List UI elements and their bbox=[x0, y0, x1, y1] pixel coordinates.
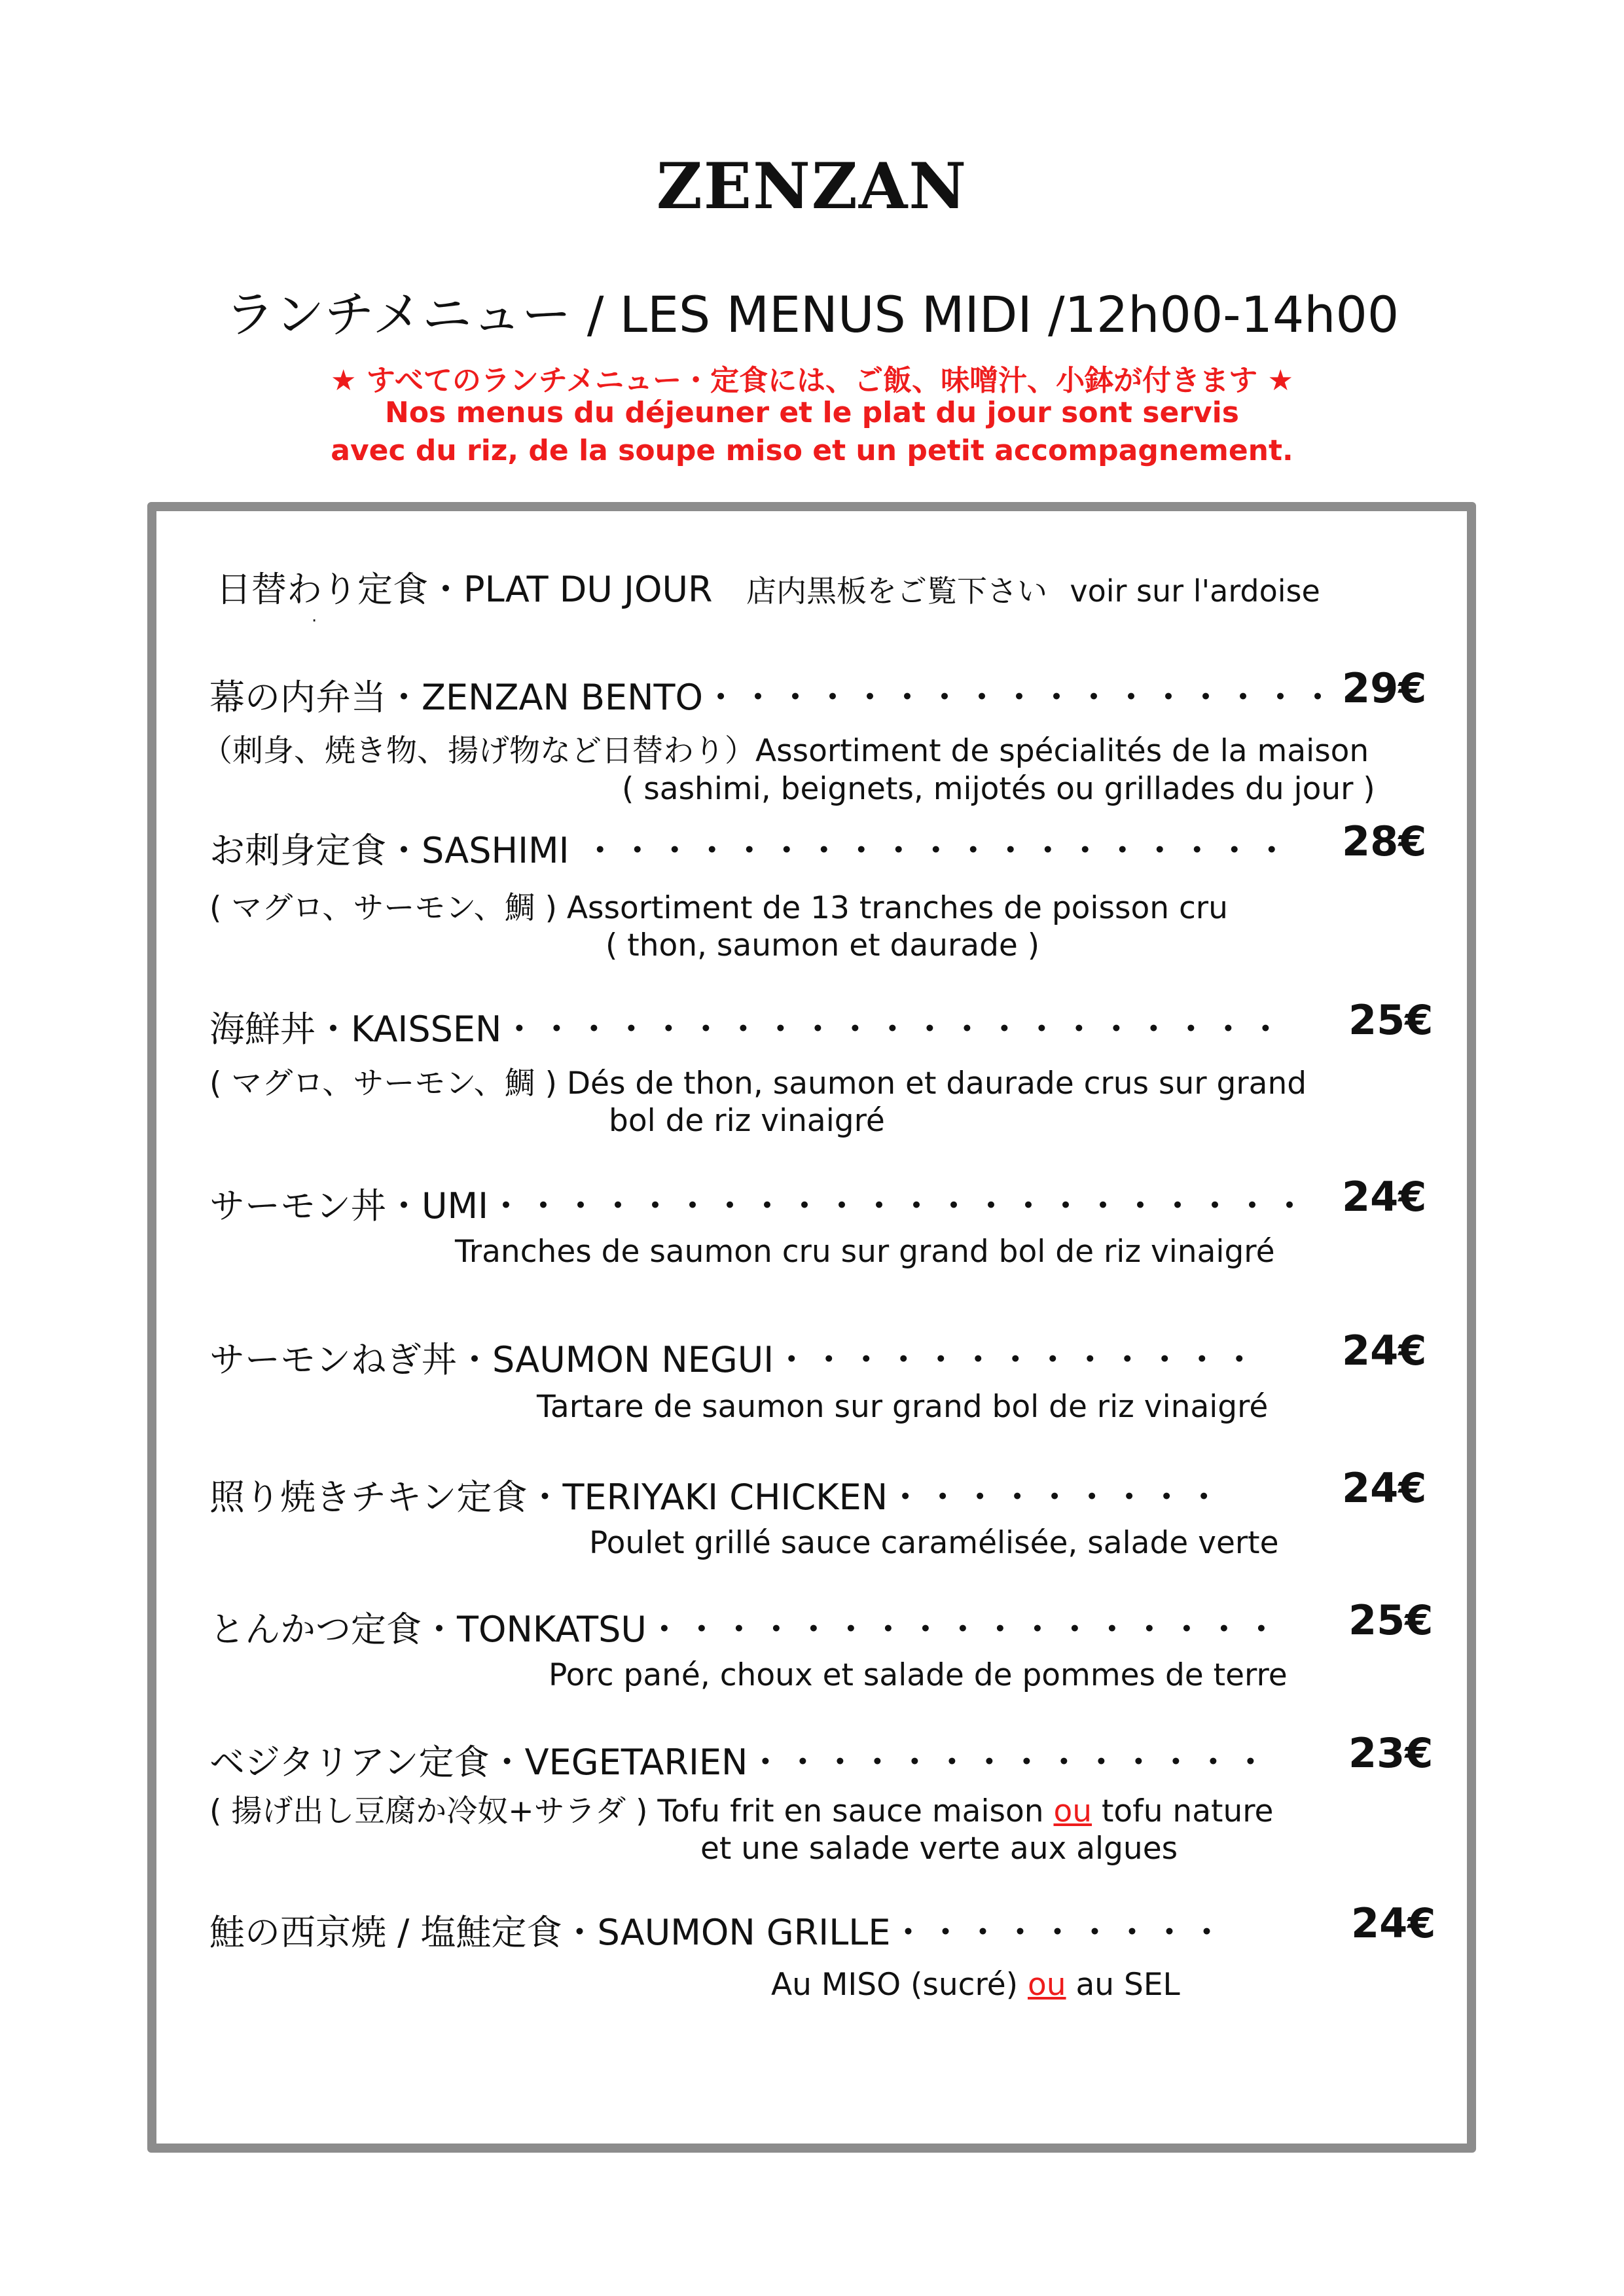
menu-item-description: ( マグロ、サーモン、鯛 ) Dés de thon, saumon et daurade crus sur grand bbox=[209, 1066, 1307, 1102]
item-leader-dots: ・・・・・・・・・・・・・・・・・ bbox=[703, 677, 1338, 718]
item-name: サーモンねぎ丼・SAUMON NEGUI bbox=[209, 1339, 774, 1380]
menu-item-title bbox=[209, 1602, 1281, 1652]
menu-item-description bbox=[209, 1787, 1273, 1831]
item-name: 鮭の西京焼 / 塩鮭定食・SAUMON GRILLE bbox=[209, 1912, 891, 1953]
daily-special-note-fr: voir sur l'ardoise bbox=[1070, 573, 1320, 609]
item-name: ベジタリアン定食・VEGETARIEN bbox=[209, 1742, 748, 1783]
daily-special bbox=[216, 562, 1320, 612]
menu-item-price: 29€ bbox=[1342, 664, 1427, 712]
restaurant-name: ZENZAN bbox=[656, 149, 968, 223]
item-name: 照り焼きチキン定食・TERIYAKI CHICKEN bbox=[209, 1477, 888, 1518]
daily-special-title: 日替わり定食・PLAT DU JOUR bbox=[216, 569, 713, 610]
menu-item-title bbox=[209, 1734, 1270, 1785]
desc-text: au SEL bbox=[1066, 1967, 1180, 2003]
menu-item-title bbox=[209, 1905, 1227, 1955]
menu-item-title bbox=[209, 1469, 1223, 1520]
item-name: 幕の内弁当・ZENZAN BENTO bbox=[209, 677, 704, 718]
menu-item-price: 24€ bbox=[1342, 1173, 1427, 1221]
menu-item-description: ( thon, saumon et daurade ) bbox=[605, 927, 1040, 963]
item-leader-dots: ・・・・・・・・・・・・・・・・・・・・・ bbox=[501, 1009, 1286, 1050]
menu-item-description bbox=[771, 1967, 1180, 2003]
menu-item-description: Poulet grillé sauce caramélisée, salade verte bbox=[589, 1525, 1279, 1561]
item-leader-dots: ・・・・・・・・・ bbox=[890, 1912, 1227, 1953]
menu-item-description: bol de riz vinaigré bbox=[609, 1103, 885, 1139]
menu-item-description: Tartare de saumon sur grand bol de riz vinaigré bbox=[537, 1389, 1269, 1425]
desc-text: Au MISO (sucré) bbox=[771, 1967, 1028, 2003]
menu-item-title bbox=[209, 1332, 1259, 1382]
item-name: とんかつ定食・TONKATSU bbox=[209, 1609, 647, 1650]
item-leader-dots: ・・・・・・・・・・・・・・・・・ bbox=[646, 1609, 1281, 1650]
menu-item-price: 24€ bbox=[1342, 1327, 1427, 1374]
item-leader-dots: ・・・・・・・・・・・・・・ bbox=[748, 1742, 1271, 1783]
menu-item-description: ( sashimi, beignets, mijotés ou grillades du jour ) bbox=[622, 771, 1375, 807]
menu-item-price: 28€ bbox=[1342, 817, 1427, 865]
menu-item-price: 23€ bbox=[1348, 1729, 1434, 1777]
desc-text: ( 揚げ出し豆腐か冷奴+サラダ ) Tofu frit en sauce maison bbox=[209, 1793, 1054, 1829]
notice-french-line-1: Nos menus du déjeuner et le plat du jour sont servis bbox=[385, 396, 1239, 429]
item-name: お刺身定食・SASHIMI bbox=[209, 830, 569, 871]
menu-item-price: 25€ bbox=[1348, 996, 1434, 1044]
item-name: サーモン丼・UMI bbox=[209, 1185, 489, 1227]
desc-text: tofu nature bbox=[1092, 1793, 1274, 1829]
item-leader-dots: ・・・・・・・・・・・・・・・・・・・ bbox=[569, 830, 1291, 871]
menu-item-title bbox=[209, 823, 1291, 873]
stray-dot: · bbox=[312, 611, 317, 631]
menu-item-price: 24€ bbox=[1351, 1899, 1436, 1947]
item-leader-dots: ・・・・・・・・・・・・・ bbox=[774, 1339, 1259, 1380]
notice-french-line-2: avec du riz, de la soupe miso et un petit accompagnement. bbox=[331, 434, 1293, 467]
menu-subtitle: ランチメニュー / LES MENUS MIDI /12h00-14h00 bbox=[225, 285, 1399, 344]
menu-item-price: 24€ bbox=[1342, 1464, 1427, 1512]
menu-item-price: 25€ bbox=[1348, 1596, 1434, 1644]
notice-japanese: ★ すべてのランチメニュー・定食には、ご飯、味噌汁、小鉢が付きます ★ bbox=[331, 364, 1293, 397]
menu-item-description: Tranches de saumon cru sur grand bol de riz vinaigré bbox=[455, 1234, 1275, 1270]
menu-item-description: （刺身、焼き物、揚げ物など日替わり）Assortiment de spécialités de la maison bbox=[202, 733, 1369, 769]
menu-item-description: ( マグロ、サーモン、鯛 ) Assortiment de 13 tranches de poisson cru bbox=[209, 890, 1228, 926]
item-leader-dots: ・・・・・・・・・ bbox=[888, 1477, 1224, 1518]
menu-item-title bbox=[209, 1001, 1285, 1052]
or-highlight: ou bbox=[1028, 1967, 1066, 2003]
item-leader-dots: ・・・・・・・・・・・・・・・・・・・・・・ bbox=[488, 1185, 1310, 1227]
item-name: 海鮮丼・KAISSEN bbox=[209, 1009, 502, 1050]
menu-item-description: et une salade verte aux algues bbox=[700, 1831, 1178, 1867]
menu-item-description: Porc pané, choux et salade de pommes de terre bbox=[549, 1657, 1288, 1693]
menu-item-title bbox=[209, 670, 1337, 720]
or-highlight: ou bbox=[1053, 1793, 1092, 1829]
menu-item-title bbox=[209, 1178, 1309, 1229]
daily-special-note-jp: 店内黒板をご覧下さい bbox=[746, 573, 1048, 609]
